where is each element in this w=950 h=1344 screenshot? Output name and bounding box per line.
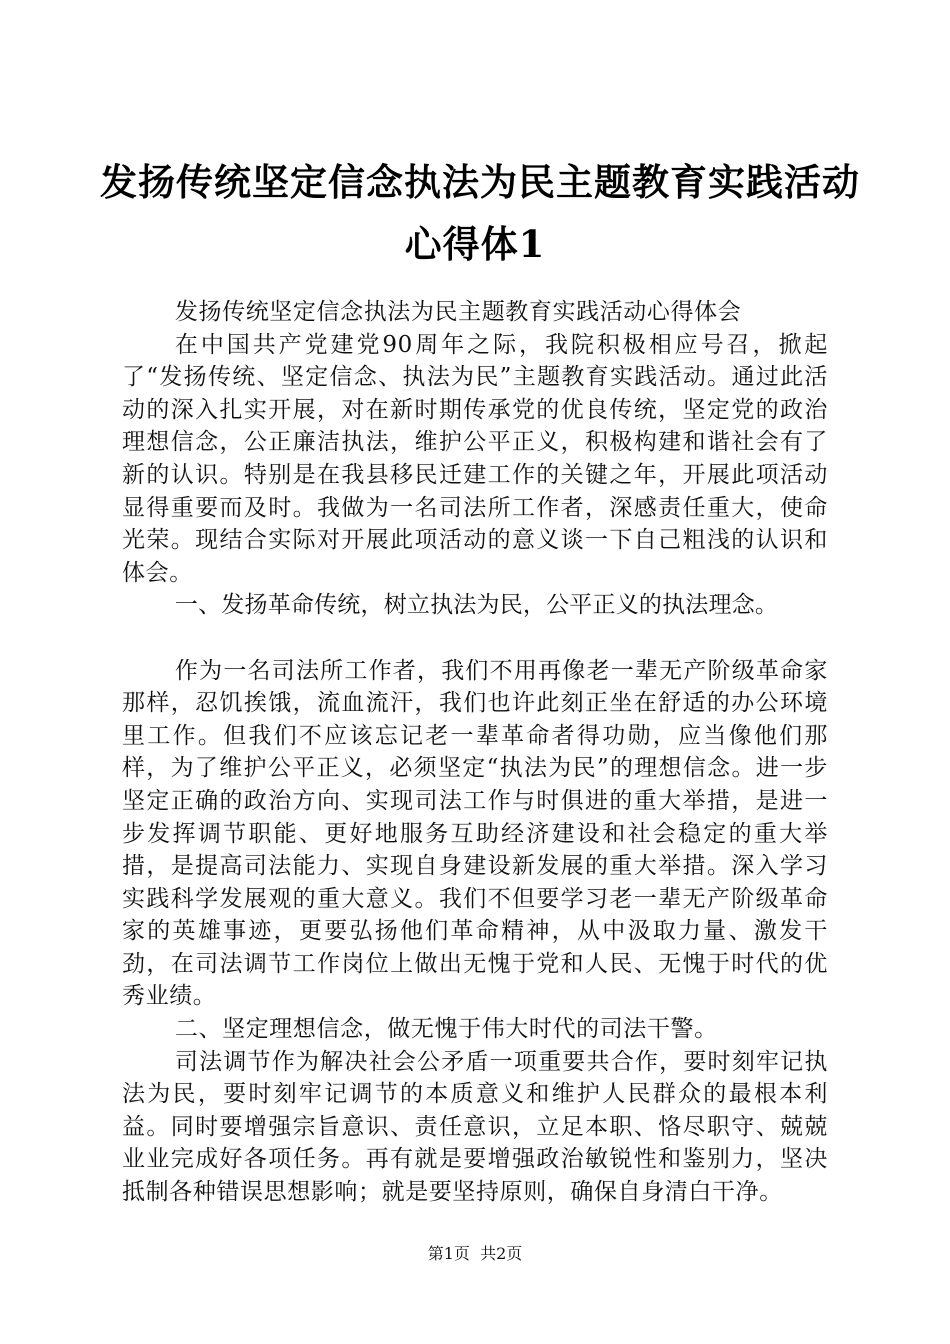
section-heading-2: 二、坚定理想信念，做无愧于伟大时代的司法干警。 (174, 1016, 718, 1043)
blank-line (122, 622, 828, 655)
section-heading-1: 一、发扬革命传统，树立执法为民，公平正义的执法理念。 (174, 592, 779, 619)
paragraph-section-1: 作为一名司法所工作者，我们不用再像老一辈无产阶级革命家那样，忍饥挨饿，流血流汗，我们也许此刻正坐在舒适的办公环境里工作。但我们不应该忘记老一辈革命者得功勋，应当像他们那样，为了维护公平正义，必须坚定“执法为民”的理想信念。进一步坚定正确的政治方向、实现司法工作与时俱进的重大举措，是进一步发挥调节职能、更好地服务互助经济建设和社会稳定的重大举措，是提高司法能力、实现自身建设新发展的重大举措。深入学习实践科学发展观的重大意义。我们不但要学习老一辈无产阶级革命家的英雄事迹，更要弘扬他们革命精神，从中汲取力量、激发干劲，在司法调节工作岗位上做出无愧于党和人民、无愧于时代的优秀业绩。 (122, 657, 828, 1010)
paragraph-intro: 在中国共产党建党90周年之际，我院积极相应号召，掀起了“发扬传统、坚定信念、执法为民”主题教育实践活动。通过此活动的深入扎实开展，对在新时期传承党的优良传统，坚定党的政治理想信念，公正廉洁执法，维护公平正义，积极构建和谐社会有了新的认识。特别是在我县移民迁建工作的关键之年，开展此项活动显得重要而及时。我做为一名司法所工作者，深感责任重大，使命光荣。现结合实际对开展此项活动的意义谈一下自己粗浅的认识和体会。 (122, 331, 828, 586)
document-body (122, 296, 828, 1209)
page-footer: 第1页 共2页 (427, 1244, 523, 1263)
paragraph-section-2: 司法调节作为解决社会公矛盾一项重要共合作，要时刻牢记执法为民，要时刻牢记调节的本质意义和维护人民群众的最根本利益。同时要增强宗旨意识、责任意识，立足本职、恪尽职守、兢兢业业完成好各项任务。再有就是要增强政治敏锐性和鉴别力，坚决抵制各种错误思想影响；就是要坚持原则，确保自身清白干净。 (122, 1048, 828, 1206)
document-title-line-2: 心得体1 (404, 222, 546, 266)
document-title-line-1: 发扬传统坚定信念执法为民主题教育实践活动 (100, 160, 860, 204)
paragraph-subtitle: 发扬传统坚定信念执法为民主题教育实践活动心得体会 (174, 299, 742, 325)
